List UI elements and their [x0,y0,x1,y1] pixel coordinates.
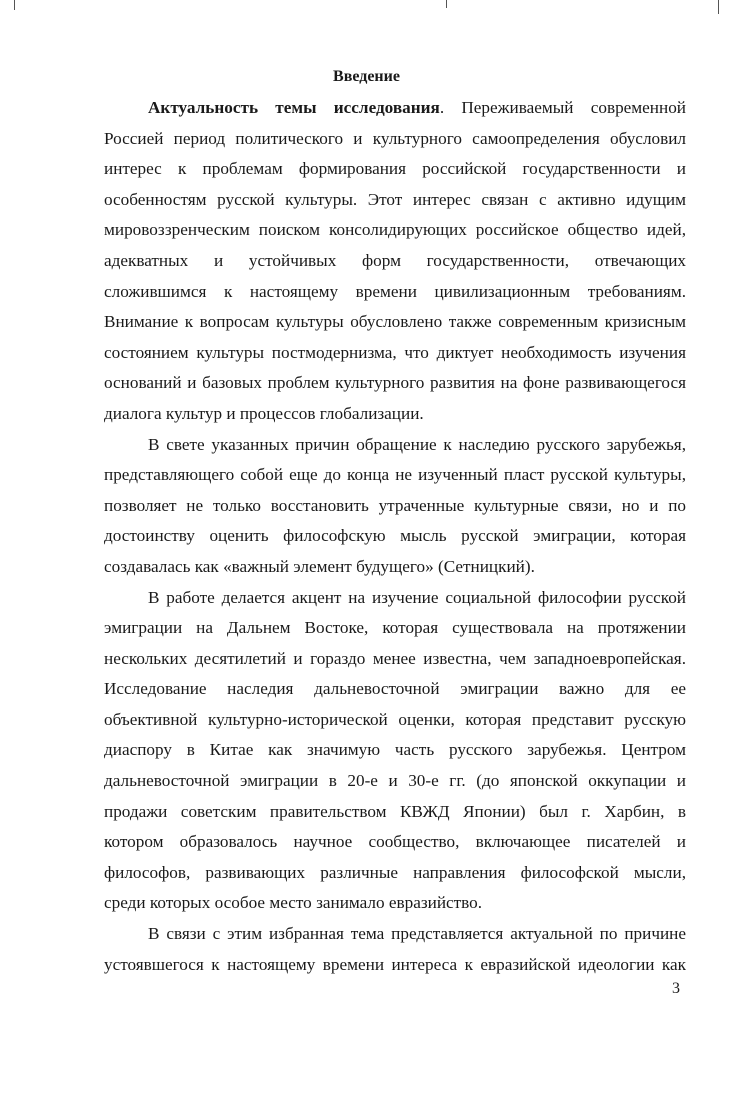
text-line: среди которых особое место занимало евразийство. [104,893,483,913]
text-line: эмиграции на Дальнем Востоке, которая существовала на протяжении [104,618,686,638]
text-line: достоинству оценить философскую мысль русской эмиграции, которая [104,526,686,546]
text-line: состоянием культуры постмодернизма, что диктует необходимость изучения [104,342,686,362]
paragraph [104,919,686,980]
text-line: нескольких десятилетий и гораздо менее известна, чем западноевропейская. [104,648,686,668]
text-line: создавалась как «важный элемент будущего» (Сетницкий). [104,556,535,576]
text-line [104,93,686,124]
text-line: В работе делается акцент на изучение социальной философии русской [148,587,686,607]
text-line: позволяет не только восстановить утраченные культурные связи, но и по [104,495,686,515]
text-line: В свете указанных причин обращение к наследию русского зарубежья, [148,434,686,454]
bold-lead: Актуальность темы исследования [148,98,440,117]
scan-mark [718,0,719,14]
text-line: Внимание к вопросам культуры обусловлено также современным кризисным [104,312,686,332]
page-title: Введение [333,68,400,85]
text-line: сложившимся к настоящему времени цивилизационным требованиям. [104,281,686,301]
scan-mark [14,0,15,10]
document-body [104,93,686,980]
paragraph [104,430,686,583]
page-number: 3 [672,980,680,997]
text-line: котором образовалось научное сообщество, включающее писателей и [104,832,686,852]
text-line: оснований и базовых проблем культурного развития на фоне развивающегося [104,373,686,393]
text-line: устоявшегося к настоящему времени интереса к евразийской идеологии как [104,954,686,974]
text-line: интерес к проблемам формирования российской государственности и [104,159,686,179]
paragraph [104,583,686,920]
paragraph [104,93,686,430]
text-line: продажи советским правительством КВЖД Японии) был г. Харбин, в [104,801,686,821]
text-line: дальневосточной эмиграции в 20-е и 30-е гг. (до японской оккупации и [104,771,686,791]
line-text: . Переживаемый современной [439,98,686,117]
text-line: В связи с этим избранная тема представляется актуальной по причине [148,924,686,944]
text-line: мировоззренческим поиском консолидирующих российское общество идей, [104,220,686,240]
text-line: адекватных и устойчивых форм государственности, отвечающих [104,250,686,270]
text-line: особенностям русской культуры. Этот интерес связан с активно идущим [104,189,686,209]
text-line: диалога культур и процессов глобализации. [104,403,424,423]
text-line: диаспору в Китае как значимую часть русского зарубежья. Центром [104,740,686,760]
scan-mark [446,0,447,8]
text-line: Исследование наследия дальневосточной эмиграции важно для ее [104,679,686,699]
text-line: представляющего собой еще до конца не изученный пласт русской культуры, [104,465,686,485]
text-line: философов, развивающих различные направления философской мысли, [104,862,686,882]
text-line: объективной культурно-исторической оценки, которая представит русскую [104,709,686,729]
text-line: Россией период политического и культурного самоопределения обусловил [104,128,686,148]
